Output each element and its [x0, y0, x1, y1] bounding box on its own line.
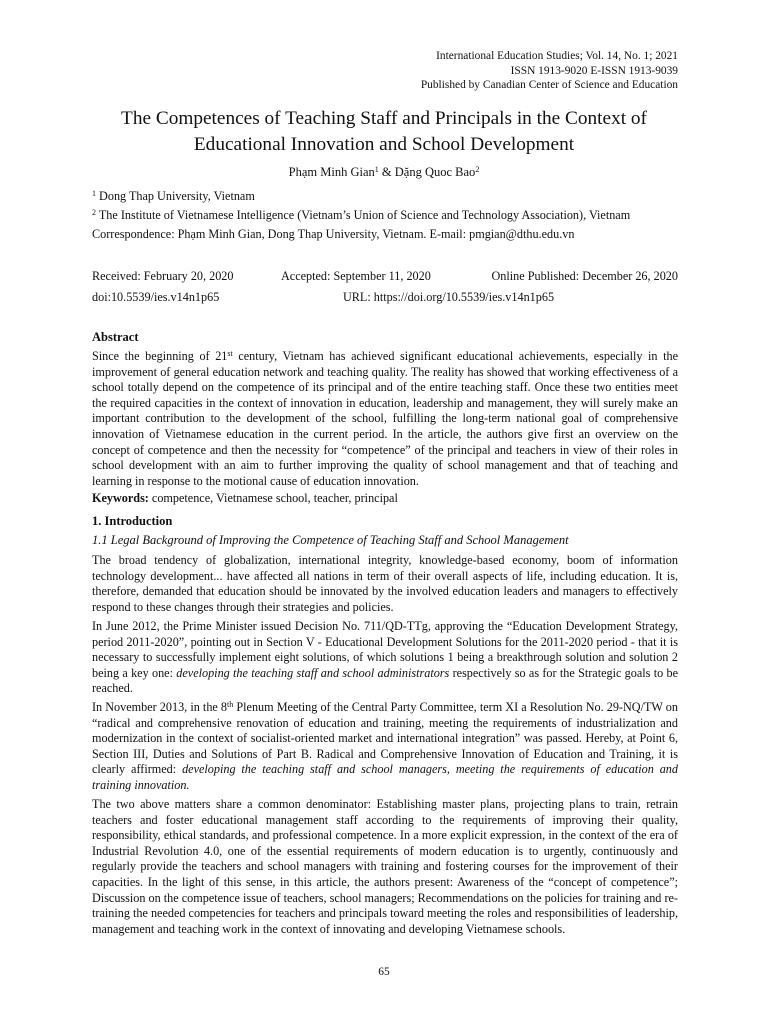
keywords-text: competence, Vietnamese school, teacher, principal	[148, 491, 398, 505]
author-1-affiliation-mark: 1	[374, 165, 379, 174]
author-list	[0, 165, 768, 180]
intro-paragraph-2	[92, 619, 678, 697]
abstract-text-start: Since the beginning of 21	[92, 349, 228, 363]
journal-publisher: Published by Canadian Center of Science and Education	[420, 79, 678, 92]
paragraph-3-body: Plenum Meeting of the Central Party Committee, term XI a Resolution No. 29-NQ/TW on “radical and comprehensive renovation of education and training, meeting the requirements of industrialization and modernization in the context of socialist-oriented market and international integration” was passed. Hereby, at Point 6, Section III, Duties and Solutions of Part B. Radical and Comprehensive Innovation of Education and Training, it is clearly affirmed:	[92, 700, 678, 777]
paper-title	[60, 106, 708, 157]
abstract-heading: Abstract	[92, 330, 139, 344]
subsection-heading: 1.1 Legal Background of Improving the Competence of Teaching Staff and School Management	[92, 533, 569, 547]
journal-issn: ISSN 1913-9020 E-ISSN 1913-9039	[510, 64, 678, 77]
doi: doi:10.5539/ies.v14n1p65	[92, 290, 220, 304]
affiliation-2-text: The Institute of Vietnamese Intelligence (Vietnam’s Union of Science and Technology Association), Vietnam	[98, 208, 631, 222]
keywords	[92, 491, 398, 506]
author-2-affiliation-mark: 2	[475, 165, 480, 174]
correspondence: Correspondence: Phạm Minh Gian, Dong Thap University, Vietnam. E-mail: pmgian@dthu.edu.vn	[92, 227, 575, 241]
abstract-text-rest: century, Vietnam has achieved significant educational achievements, especially in the improvement of general education network and teaching quality. The reality has showed that working effectiveness of a school totally depend on the competence of its principal and of the entire teaching staff. Once these two entities meet the required capacities in the context of innovation in education, leadership and management, they will surely make an important contribution to the development of the school, fulfilling the long-term national goal of comprehensive innovation of Vietnamese education in the current period. In the article, the authors give first an overview on the concept of competence and then the necessity for “competence” of the principal and teachers in view of their roles in school development with an aim to further improving the quality of school management and that of teaching and learning in response to the motional cause of education innovation.	[92, 349, 678, 488]
published-date: Online Published: December 26, 2020	[491, 269, 678, 283]
affiliation-1-text: Dong Thap University, Vietnam	[99, 189, 255, 203]
affiliation-2-mark: 2	[92, 208, 96, 217]
title-line-2: Educational Innovation and School Development	[193, 133, 575, 155]
abstract-ordinal: st	[227, 349, 233, 358]
intro-paragraph-1: The broad tendency of globalization, international integrity, knowledge-based economy, boom of information technology development... have affected all nations in term of their overall aspects of life, including education. It is, therefore, demanded that education should be innovated by the involved education leaders and managers to effectively respond to these changes through their strategies and policies.	[92, 553, 678, 614]
affiliation-1	[92, 189, 255, 204]
page-number: 65	[378, 966, 390, 978]
paragraph-3-emphasis: developing the teaching staff and school managers, meeting the requirements of education and training innovation.	[92, 762, 678, 792]
abstract-body	[92, 349, 678, 489]
paragraph-2-text: In June 2012, the Prime Minister issued Decision No. 711/QD-TTg, approving the “Education Development Strategy, period 2011-2020”, pointing out in Section V - Educational Development Solutions for the 2011-2020 period - that it is necessary to successfully implement eight solutions, of which solutions 1 being a breakthrough solution and solution 2 being a key one:	[92, 619, 678, 680]
paragraph-3-ordinal: th	[227, 700, 234, 709]
section-heading: 1. Introduction	[92, 514, 173, 528]
affiliation-1-mark: 1	[92, 189, 96, 198]
journal-header	[421, 49, 678, 93]
intro-paragraph-3	[92, 700, 678, 794]
paragraph-3-text: In November 2013, in the 8	[92, 700, 228, 714]
intro-paragraph-4: The two above matters share a common denominator: Establishing master plans, projecting plans to train, retrain teachers and foster educational management staff according to the requirements of improving their quality, responsibility, ethical standards, and professional competence. In a more explicit expression, in the context of the era of Industrial Revolution 4.0, one of the essential requirements of modern education is to urgently, continuously and regularly provide the teachers and school managers with training and fostering courses for the improvement of their capacities. In the light of this sense, in this article, the authors present: Awareness of the “concept of competence”; Discussion on the competence issue of teachers, school managers; Recommendations on the policies for training and re- training the needed competencies for teachers and principals toward meeting the roles and responsibilities of leadership, management and teaching work in the context of innovating and developing Vietnamese schools.	[92, 797, 678, 936]
doi-url-link[interactable]: URL: https://doi.org/10.5539/ies.v14n1p65	[343, 290, 555, 304]
author-2: Dặng Quoc Bao	[394, 165, 476, 179]
author-1: Phạm Minh Gian	[288, 165, 375, 179]
paragraph-2-tail: respectively so as for the Strategic goals to be reached.	[92, 665, 678, 696]
affiliation-2	[92, 208, 630, 223]
received-date: Received: February 20, 2020	[92, 269, 234, 283]
journal-citation: International Education Studies; Vol. 14, No. 1; 2021	[436, 50, 678, 62]
paragraph-2-emphasis: developing the teaching staff and school administrators	[176, 665, 450, 680]
keywords-label: Keywords:	[92, 491, 149, 505]
author-separator: &	[378, 165, 395, 179]
accepted-date: Accepted: September 11, 2020	[281, 269, 431, 283]
title-line-1: The Competences of Teaching Staff and Principals in the Context of	[121, 108, 647, 129]
